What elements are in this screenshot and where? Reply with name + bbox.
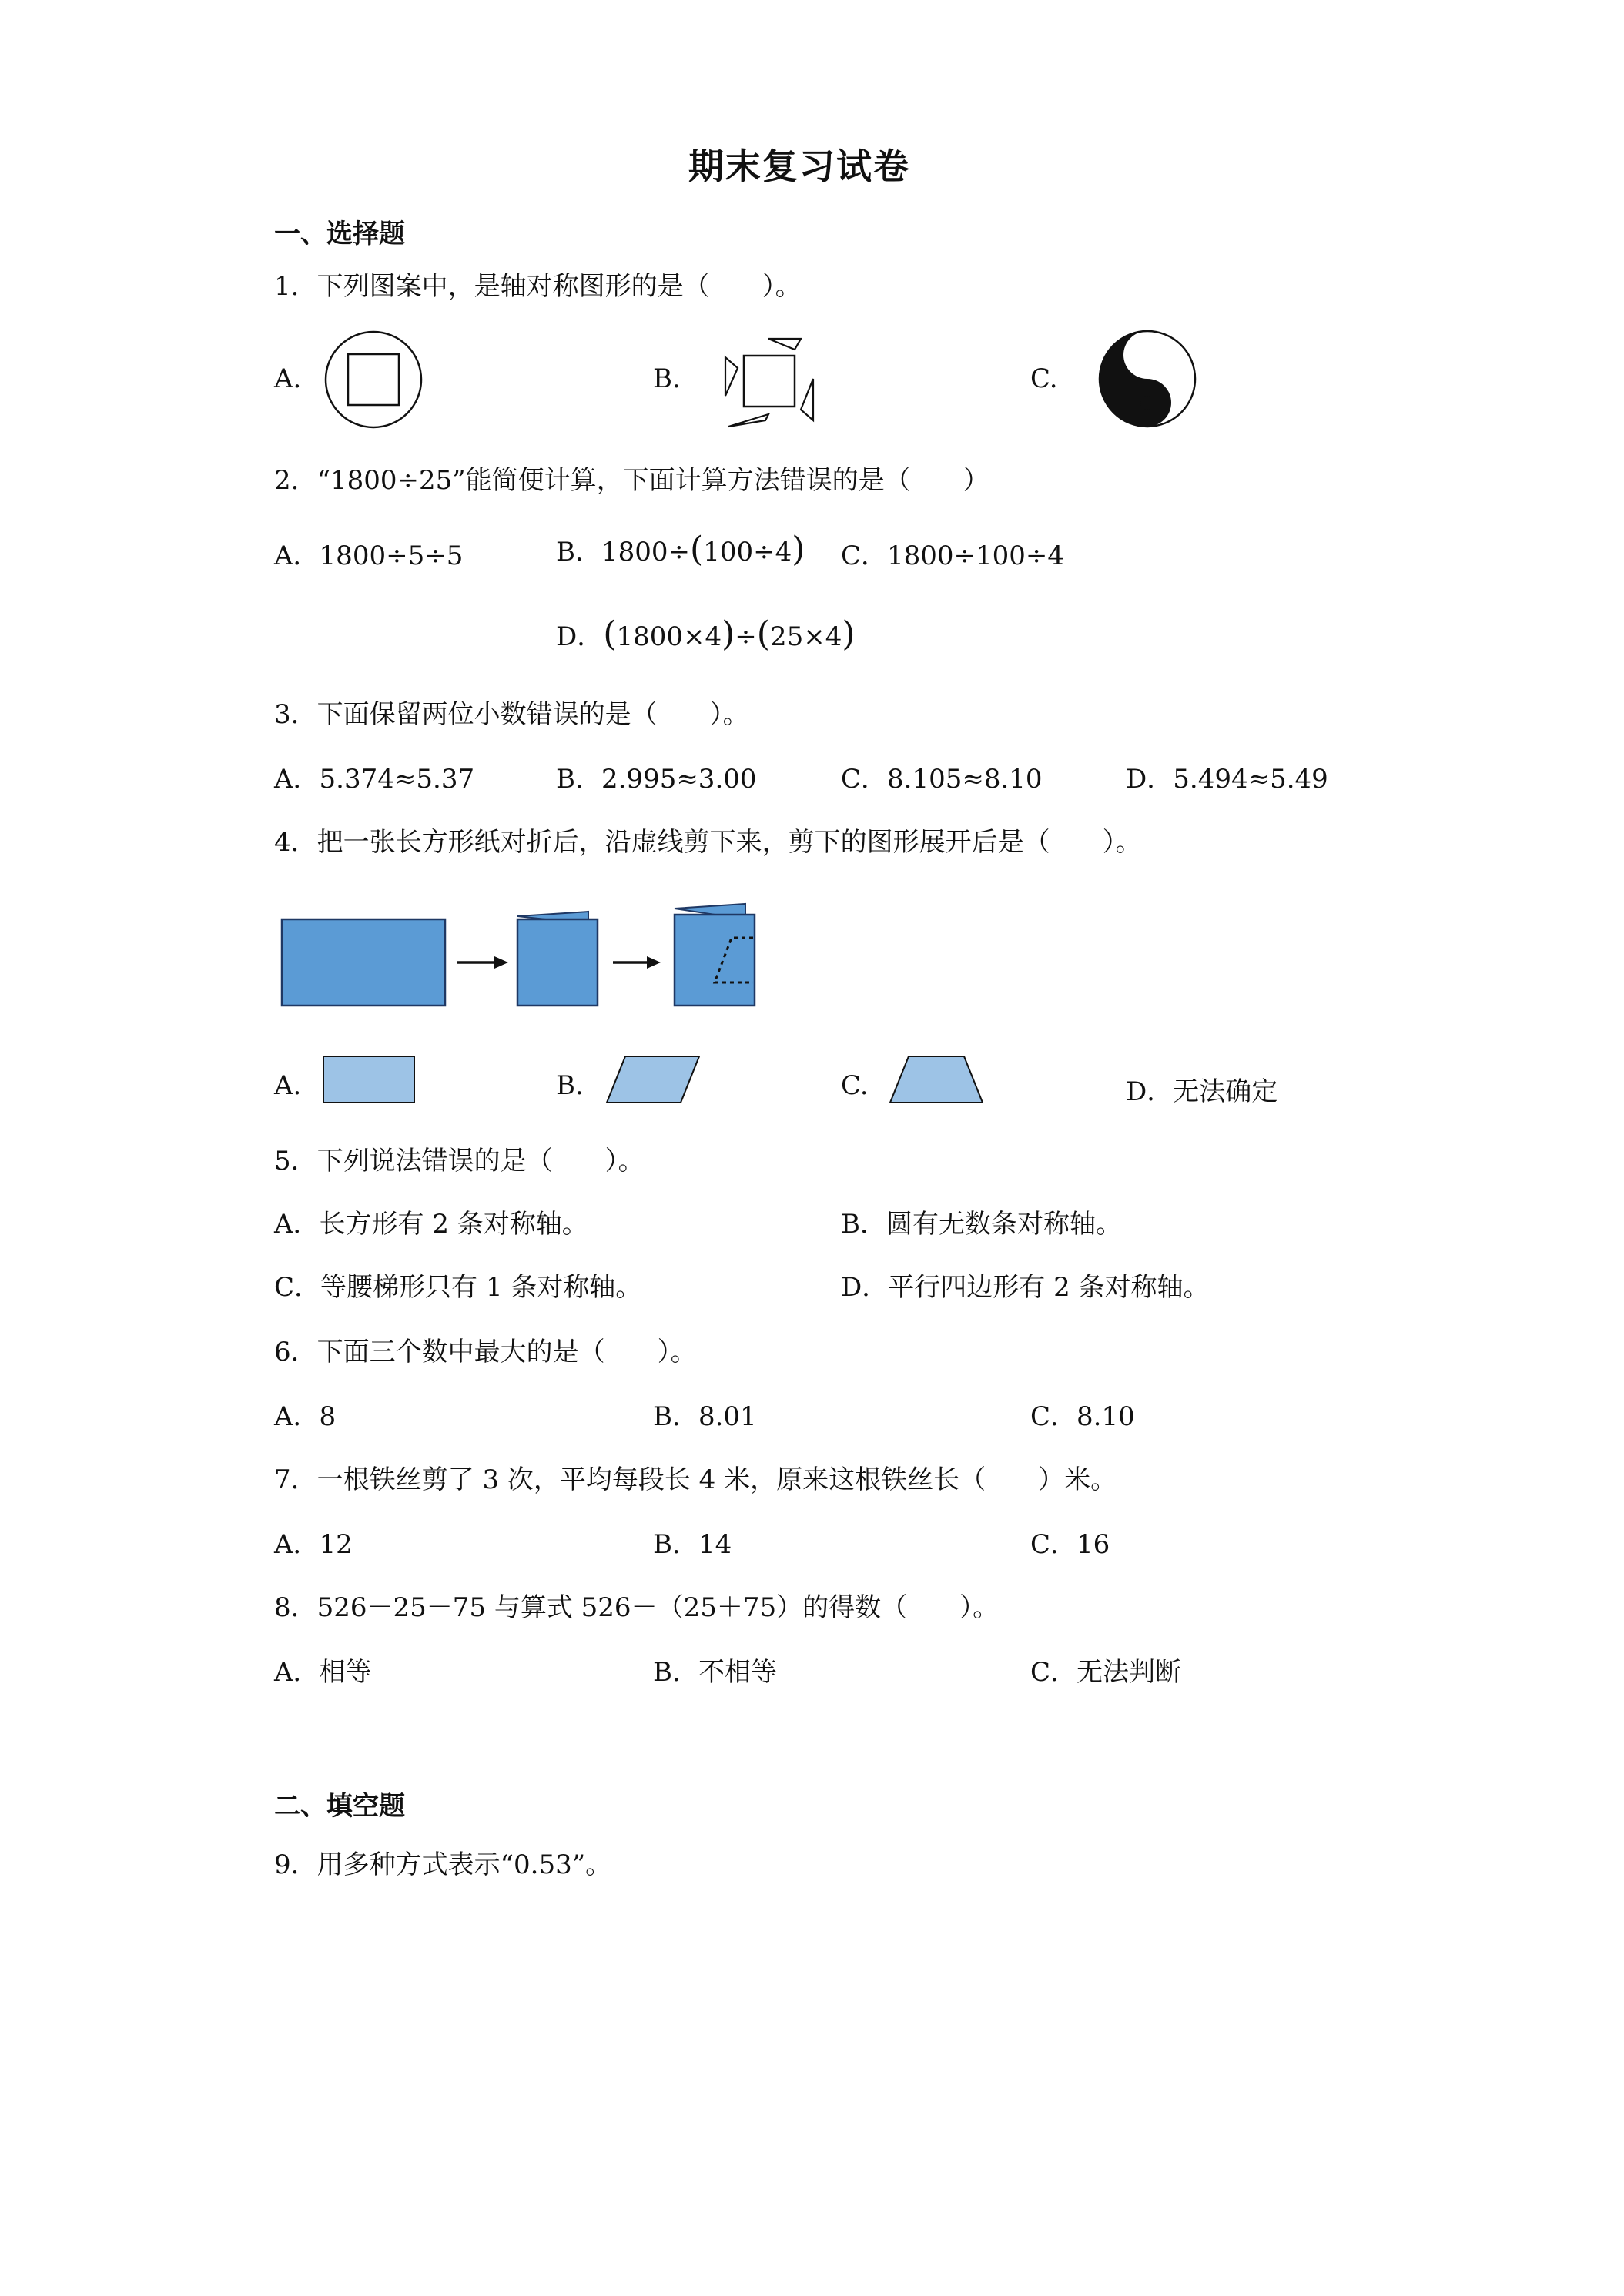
q2-b-expr-3: 100÷4 <box>703 537 792 567</box>
q2-d-expr-2: 1800×4 <box>616 621 722 652</box>
question-1: 1．下列图案中，是轴对称图形的是（ ）。 <box>274 271 802 302</box>
q1-option-b-label[interactable]: B. <box>653 363 681 394</box>
q6-option-b[interactable]: B．8.01 <box>653 1401 757 1432</box>
q3-option-b[interactable]: B．2.995≈3.00 <box>556 764 757 795</box>
q7-option-c[interactable]: C．16 <box>1030 1529 1110 1560</box>
q5-option-b[interactable]: B．圆有无数条对称轴。 <box>841 1209 1122 1240</box>
q1-option-c-label[interactable]: C. <box>1030 363 1058 394</box>
q4-option-d[interactable]: D．无法确定 <box>1126 1076 1278 1107</box>
q2-option-d[interactable] <box>556 614 856 654</box>
q2-b-expr-4: ) <box>792 530 805 569</box>
q6-option-a[interactable]: A．8 <box>274 1401 337 1432</box>
section-heading-fill: 二、填空题 <box>274 1791 405 1822</box>
q4-option-c-label[interactable]: C. <box>841 1070 869 1101</box>
q3-option-d[interactable]: D．5.494≈5.49 <box>1126 764 1328 795</box>
q2-d-expr-5: ( <box>756 614 770 654</box>
q3-option-c[interactable]: C．8.105≈8.10 <box>841 764 1043 795</box>
rectangle-icon <box>320 1053 417 1107</box>
q4-option-b-label[interactable]: B. <box>556 1070 584 1101</box>
q2-option-c[interactable]: C．1800÷100÷4 <box>841 541 1065 571</box>
q2-option-a[interactable]: A．1800÷5÷5 <box>274 541 464 571</box>
q8-option-a[interactable]: A．相等 <box>274 1657 372 1688</box>
question-2: 2．“1800÷25”能简便计算，下面计算方法错误的是（ ） <box>274 465 989 496</box>
q5-option-d[interactable]: D．平行四边形有 2 条对称轴。 <box>841 1272 1210 1303</box>
section-heading-choice: 一、选择题 <box>274 219 405 249</box>
q8-option-b[interactable]: B．不相等 <box>653 1657 777 1688</box>
q5-option-c[interactable]: C．等腰梯形只有 1 条对称轴。 <box>274 1272 642 1303</box>
q2-b-expr-1: 1800÷ <box>601 537 691 567</box>
trapezoid-icon <box>887 1053 987 1107</box>
question-9: 9．用多种方式表示“0.53”。 <box>274 1849 612 1880</box>
q7-option-a[interactable]: A．12 <box>274 1529 353 1560</box>
question-4: 4．把一张长方形纸对折后，沿虚线剪下来，剪下的图形展开后是（ ）。 <box>274 827 1142 858</box>
q2-d-expr-4: ÷ <box>735 621 757 652</box>
q2-option-d-label: D． <box>556 621 604 652</box>
q6-option-c[interactable]: C．8.10 <box>1030 1401 1135 1432</box>
paper-folding-diagram <box>277 898 762 1015</box>
q2-d-expr-3: ) <box>722 614 735 654</box>
q2-d-expr-6: 25×4 <box>769 621 842 652</box>
yin-yang-icon <box>1097 328 1198 430</box>
question-7: 7．一根铁丝剪了 3 次，平均每段长 4 米，原来这根铁丝长（ ）米。 <box>274 1464 1117 1495</box>
q2-b-expr-2: ( <box>690 530 704 569</box>
question-5: 5．下列说法错误的是（ ）。 <box>274 1146 645 1176</box>
q3-option-a[interactable]: A．5.374≈5.37 <box>274 764 475 795</box>
question-6: 6．下面三个数中最大的是（ ）。 <box>274 1337 697 1367</box>
question-3: 3．下面保留两位小数错误的是（ ）。 <box>274 699 749 730</box>
q2-d-expr-7: ) <box>842 614 856 654</box>
question-8: 8．526－25－75 与算式 526－（25＋75）的得数（ ）。 <box>274 1592 1000 1623</box>
parallelogram-icon <box>604 1053 704 1107</box>
q8-option-c[interactable]: C．无法判断 <box>1030 1657 1182 1688</box>
q2-option-b[interactable] <box>556 530 805 569</box>
q2-option-b-label: B． <box>556 537 601 567</box>
q4-option-a-label[interactable]: A. <box>274 1070 302 1101</box>
q1-option-b-figure <box>721 334 821 431</box>
q1-option-a-label[interactable]: A. <box>274 363 302 394</box>
q5-option-a[interactable]: A．长方形有 2 条对称轴。 <box>274 1209 588 1240</box>
q1-option-a-figure <box>323 330 424 430</box>
q2-d-expr-1: ( <box>603 614 617 654</box>
q7-option-b[interactable]: B．14 <box>653 1529 732 1560</box>
page-title: 期末复习试卷 <box>688 146 910 187</box>
